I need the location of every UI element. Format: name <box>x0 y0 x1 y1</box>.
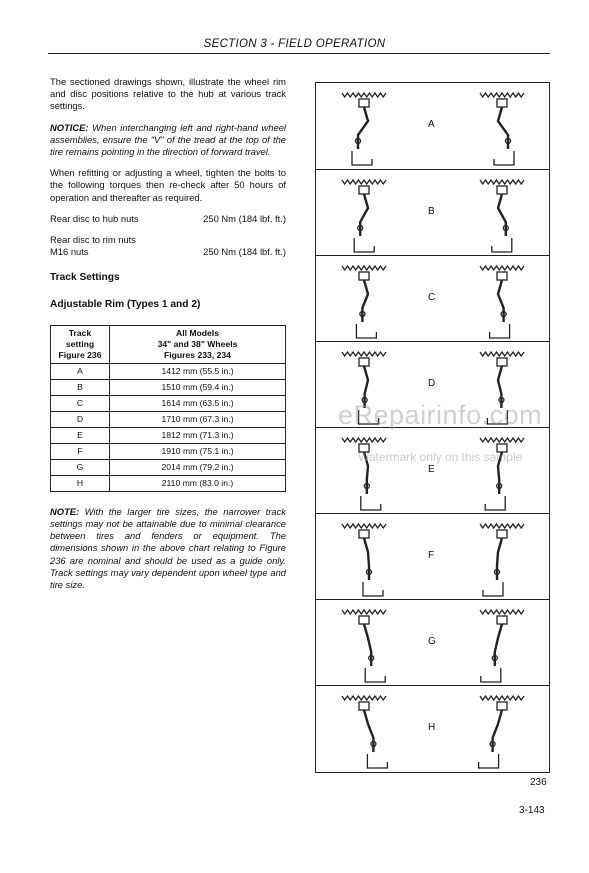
figure-number: 236 <box>530 777 547 788</box>
adjustable-rim-heading: Adjustable Rim (Types 1 and 2) <box>50 298 201 310</box>
header-line: setting <box>65 338 95 349</box>
table-row <box>51 459 286 475</box>
figure-panel-a <box>316 83 549 169</box>
value-cell: 2014 mm (79.2 in.) <box>110 459 286 475</box>
note-paragraph <box>50 506 286 591</box>
figure-label-c: C <box>428 292 436 303</box>
table-header-row <box>51 325 286 363</box>
header-line: 34" and 38" Wheels <box>157 338 238 349</box>
figure-label-a: A <box>428 119 435 130</box>
value-cell: 1812 mm (71.3 in.) <box>110 427 286 443</box>
setting-cell: H <box>51 475 110 491</box>
track-settings-table <box>50 325 286 492</box>
table-row <box>51 475 286 491</box>
torque-hub-value: 250 Nm (184 lbf. ft.) <box>203 212 286 224</box>
torque-rim-label-2: M16 nuts <box>50 246 89 258</box>
notice-paragraph <box>50 122 286 159</box>
figure-label-f: F <box>428 550 435 561</box>
setting-cell: F <box>51 443 110 459</box>
refitting-paragraph: When refitting or adjusting a wheel, tighten the bolts to the following torques then re-check after 50 hours of operation and thereafter as required. <box>50 167 286 203</box>
value-cell: 2110 mm (83.0 in.) <box>110 475 286 491</box>
value-cell: 1910 mm (75.1 in.) <box>110 443 286 459</box>
watermark-subtext: Watermark only on this sample <box>358 450 523 464</box>
table-header-track-setting <box>51 325 110 363</box>
setting-cell: D <box>51 411 110 427</box>
figure-panel-h <box>316 685 549 772</box>
header-line: All Models <box>176 327 219 338</box>
note-text: With the larger tire sizes, the narrower track settings may not be attainable due to minimal clearance between tires and fenders or equipment. The dimensions shown in the above chart relating to Figure 236 are nominal and should be used as a guide only. Track settings may vary dependent upon wheel type and tire size. <box>50 505 286 591</box>
figure-label-e: E <box>428 464 435 475</box>
section-title: SECTION 3 - FIELD OPERATION <box>203 38 386 50</box>
watermark-text: eRepairinfo.com <box>338 400 543 430</box>
page-number: 3-143 <box>519 805 545 816</box>
figure-panel-f <box>316 513 549 600</box>
figure-label-d: D <box>428 378 436 389</box>
setting-cell: E <box>51 427 110 443</box>
setting-cell: B <box>51 379 110 395</box>
value-cell: 1510 mm (59.4 in.) <box>110 379 286 395</box>
figure-label-b: B <box>428 206 435 217</box>
torque-rim-value: 250 Nm (184 lbf. ft.) <box>203 246 286 258</box>
notice-label: NOTICE: <box>50 121 89 133</box>
intro-paragraph: The sectioned drawings shown, illustrate the wheel rim and disc positions relative to the hub at various track settings. <box>50 76 286 112</box>
table-row <box>51 379 286 395</box>
table-row <box>51 395 286 411</box>
figure-panel-c <box>316 255 549 342</box>
figure-panel-g <box>316 599 549 686</box>
value-cell: 1412 mm (55.5 in.) <box>110 363 286 379</box>
setting-cell: C <box>51 395 110 411</box>
torque-rim-label-1: Rear disc to rim nuts <box>50 234 136 246</box>
torque-hub <box>50 213 286 225</box>
note-label: NOTE: <box>50 505 80 517</box>
value-cell: 1710 mm (67.3 in.) <box>110 411 286 427</box>
text-column <box>50 76 286 600</box>
figure-panel-b <box>316 169 549 256</box>
setting-cell: A <box>51 363 110 379</box>
value-cell: 1614 mm (63.5 in.) <box>110 395 286 411</box>
header-line: Track <box>68 327 92 338</box>
torque-hub-label: Rear disc to hub nuts <box>50 212 139 224</box>
table-row <box>51 427 286 443</box>
figure-label-h: H <box>428 722 436 733</box>
figure-panel-e <box>316 427 549 514</box>
header-line: Figures 233, 234 <box>164 349 231 360</box>
table-row <box>51 443 286 459</box>
header-line: Figure 236 <box>58 349 102 360</box>
header-divider <box>48 53 550 54</box>
torque-rim <box>50 234 286 258</box>
table-row <box>51 411 286 427</box>
table-header-all-models <box>110 325 286 363</box>
table-row <box>51 363 286 379</box>
figure-label-g: G <box>428 636 436 647</box>
track-settings-heading: Track Settings <box>50 272 120 284</box>
setting-cell: G <box>51 459 110 475</box>
notice-text: When interchanging left and right-hand wheel assemblies, ensure the "V" of the tread at the top of the tire remains pointing in the direction of forward travel. <box>50 121 286 158</box>
